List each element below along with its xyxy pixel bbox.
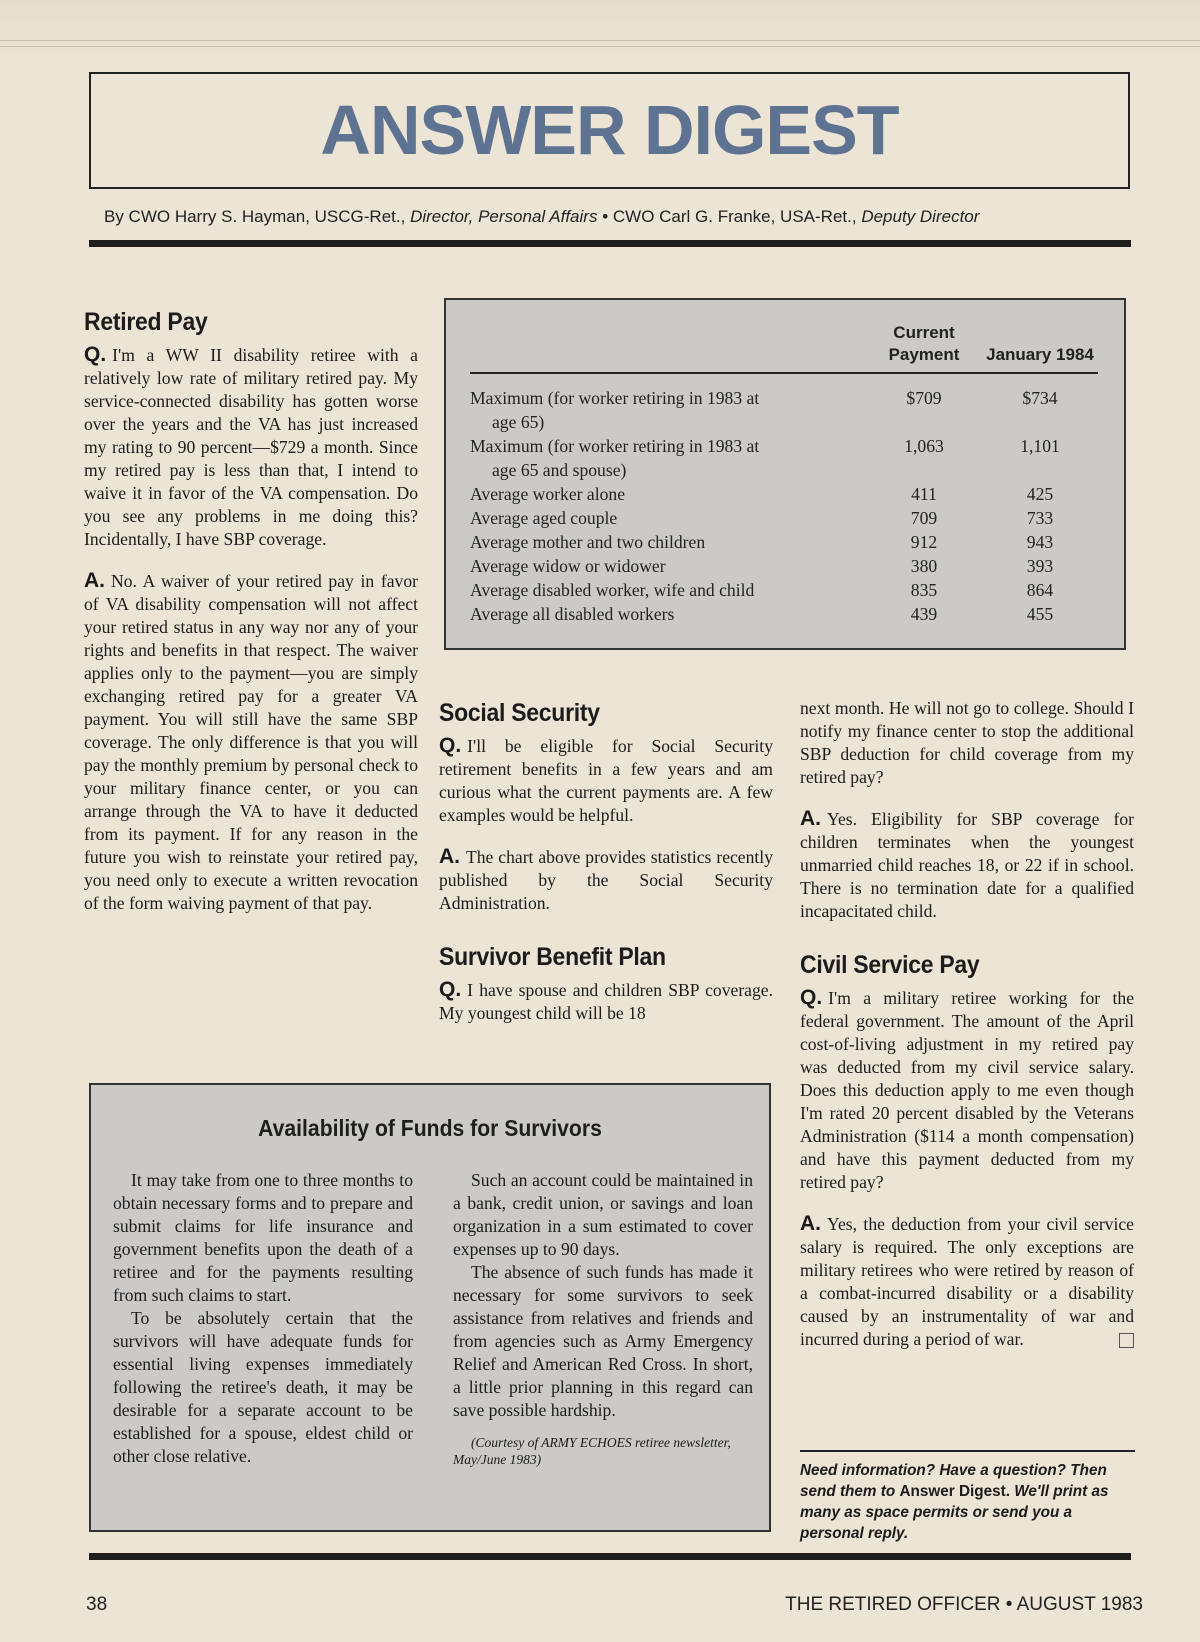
- funds-box-heading: Availability of Funds for Survivors: [258, 1115, 602, 1141]
- note-text-1: Need information? Have a question? Then send them to: [800, 1462, 1107, 1500]
- author-2: CWO Carl G. Franke, USA-Ret.,: [612, 207, 857, 226]
- credit-source: ARMY ECHOES: [541, 1435, 632, 1450]
- january-1984-cell: 943: [1026, 532, 1054, 552]
- row-label: [470, 482, 866, 506]
- table-row: [470, 373, 1098, 434]
- answer-marker: A.: [439, 845, 460, 868]
- top-band: [0, 0, 1200, 60]
- row-label-line: Maximum (for worker retiring in 1983 at: [470, 436, 760, 456]
- end-mark-icon: [1119, 1333, 1134, 1348]
- answer-text: The chart above provides statistics recently published by the Social Security Administration.: [439, 847, 773, 913]
- question-marker: Q.: [800, 986, 823, 1009]
- retired-pay-question: [84, 343, 418, 551]
- row-label-line: Average worker alone: [470, 484, 626, 504]
- funds-paragraph-4: The absence of such funds has made it necessary for some survivors to seek assistance from relatives and friends and from agencies such as Army Emergency Relief and American Red Cross. In short, a little prior planning in this regard can save possible hardship.: [453, 1262, 753, 1420]
- civil-service-question: [800, 986, 1134, 1194]
- footer-rule: [89, 1553, 1131, 1560]
- publication-footer: THE RETIRED OFFICER • AUGUST 1983: [785, 1594, 1143, 1615]
- survivor-benefit-answer: [800, 807, 1134, 923]
- row-label: [470, 578, 866, 602]
- title-box: [89, 72, 1130, 189]
- right-column: [800, 697, 1134, 1351]
- header-current-payment: Current Payment: [866, 322, 982, 373]
- question-marker: Q.: [84, 343, 107, 366]
- answer-marker: A.: [800, 807, 821, 830]
- row-label: [470, 506, 866, 530]
- funds-box-left-column: [113, 1169, 413, 1468]
- current-payment-cell: 439: [910, 604, 938, 624]
- row-label: [470, 602, 866, 626]
- social-security-answer: [439, 845, 773, 915]
- current-payment-cell: 411: [911, 484, 937, 504]
- funds-paragraph-2: To be absolutely certain that the survivors will have adequate funds for essential living expenses immediately following the retiree's death, it may be desirable for a separate account to be established for a spouse, eldest child or other close relative.: [113, 1308, 413, 1466]
- january-1984-cell: 393: [1026, 556, 1054, 576]
- survivor-benefit-heading: Survivor Benefit Plan: [439, 943, 666, 971]
- table-row: [470, 506, 1098, 530]
- table-row: [470, 602, 1098, 626]
- current-payment-cell: $709: [906, 388, 942, 408]
- january-1984-cell: 864: [1026, 580, 1054, 600]
- row-label-continuation: age 65): [492, 412, 545, 432]
- question-marker: Q.: [439, 734, 462, 757]
- january-1984-cell: 733: [1026, 508, 1054, 528]
- answer-marker: A.: [84, 569, 105, 592]
- civil-service-answer: [800, 1212, 1134, 1351]
- row-label-line: Average aged couple: [470, 508, 618, 528]
- civil-service-heading: Civil Service Pay: [800, 951, 980, 979]
- benefits-table-box: [444, 298, 1126, 650]
- current-payment-cell: 835: [910, 580, 938, 600]
- row-label-line: Average mother and two children: [470, 532, 706, 552]
- social-security-heading: Social Security: [439, 699, 600, 727]
- current-payment-cell: 1,063: [904, 436, 944, 456]
- header-rule: [89, 240, 1131, 247]
- retired-pay-section: [84, 308, 418, 915]
- row-label: [470, 373, 866, 434]
- middle-column: [439, 699, 773, 1025]
- row-label-line: Average all disabled workers: [470, 604, 675, 624]
- benefits-table: [470, 322, 1098, 626]
- funds-box-right-column: [453, 1169, 753, 1468]
- table-row: [470, 434, 1098, 482]
- page-title: ANSWER DIGEST: [320, 91, 899, 169]
- answer-marker: A.: [800, 1212, 821, 1235]
- funds-credit: [453, 1434, 753, 1468]
- author-2-role: Deputy Director: [861, 207, 980, 226]
- table-header-row: [470, 322, 1098, 373]
- table-header-blank: [470, 322, 866, 373]
- note-text-2: We'll print as many as space permits or send you a personal reply.: [800, 1483, 1109, 1542]
- note-name: Answer Digest.: [899, 1483, 1010, 1500]
- answer-text: No. A waiver of your retired pay in favor of VA disability compensation will not affect your retired status in any way nor any of your rights and benefits in that respect. The waiver applies only to the payment—you are simply exchanging retired pay for a greater VA payment. You will still have the same SBP coverage. The only difference is that you will pay the monthly premium by personal check to your military finance center, or you can arrange through the VA to have it deducted from its payment. If for any reason in the future you wish to reinstate your retired pay, you need only to execute a written revocation of the form waiving payment of that pay.: [84, 571, 418, 913]
- contact-note: [800, 1460, 1136, 1544]
- question-marker: Q.: [439, 978, 462, 1001]
- table-row: [470, 530, 1098, 554]
- funds-paragraph-1: It may take from one to three months to obtain necessary forms and to prepare and submit claims for life insurance and government benefits upon the death of a retiree and for the payments resulting from such claims to start.: [113, 1170, 413, 1305]
- row-label: [470, 554, 866, 578]
- survivor-benefit-question-end: next month. He will not go to college. Should I notify my finance center to stop the additional SBP deduction for child coverage from my retired pay?: [800, 698, 1134, 787]
- current-payment-cell: 709: [910, 508, 938, 528]
- byline: [104, 207, 1124, 227]
- question-text: I'll be eligible for Social Security retirement benefits in a few years and am curious what the current payments are. A few examples would be helpful.: [439, 736, 773, 825]
- answer-text: Yes. Eligibility for SBP coverage for children terminates when the youngest unmarried child reaches 18, or 22 if in school. There is no termination date for a qualified incapacitated child.: [800, 809, 1134, 921]
- table-row: [470, 482, 1098, 506]
- table-body: [470, 373, 1098, 626]
- author-1-role: Director, Personal Affairs: [410, 207, 598, 226]
- current-payment-cell: 912: [910, 532, 938, 552]
- row-label-line: Maximum (for worker retiring in 1983 at: [470, 388, 760, 408]
- page-number: 38: [86, 1594, 108, 1615]
- answer-text: Yes, the deduction from your civil service salary is required. The only exceptions are military retirees who were retired by reason of a combat-incurred disability or a disability caused by an instrumentality of war and incurred during a period of war.: [800, 1214, 1134, 1349]
- question-text: I have spouse and children SBP coverage. My youngest child will be 18: [439, 980, 773, 1023]
- table-row: [470, 554, 1098, 578]
- row-label-line: Average disabled worker, wife and child: [470, 580, 755, 600]
- question-text: I'm a WW II disability retiree with a relatively low rate of military retired pay. My service-connected disability has gotten worse over the years and the VA has just increased my rating to 90 percent—$729 a month. Since my retired pay is less than that, I intend to waive it in favor of the VA compensation. Do you see any problems in me doing this? Incidentally, I have SBP coverage.: [84, 345, 418, 549]
- january-1984-cell: 455: [1026, 604, 1054, 624]
- row-label-line: Average widow or widower: [470, 556, 666, 576]
- table-row: [470, 578, 1098, 602]
- retired-pay-answer: [84, 569, 418, 915]
- header-january-1984: January 1984: [982, 322, 1098, 373]
- byline-separator: •: [602, 207, 609, 226]
- january-1984-cell: 425: [1026, 484, 1054, 504]
- january-1984-cell: 1,101: [1020, 436, 1060, 456]
- retired-pay-heading: Retired Pay: [84, 308, 208, 336]
- funds-for-survivors-box: [89, 1083, 771, 1532]
- social-security-question: [439, 734, 773, 827]
- question-text: I'm a military retiree working for the federal government. The amount of the April cost-of-living adjustment in my retired pay was deducted from my civil service salary. Does this deduction apply to me even though I'm rated 20 percent disabled by the Veterans Administration ($114 a month compensation) and have this payment deducted from my retired pay?: [800, 988, 1134, 1192]
- current-payment-cell: 380: [910, 556, 938, 576]
- row-label: [470, 530, 866, 554]
- row-label-continuation: age 65 and spouse): [492, 460, 627, 480]
- survivor-benefit-question-start: [439, 978, 773, 1025]
- january-1984-cell: $734: [1022, 388, 1058, 408]
- funds-paragraph-3: Such an account could be maintained in a bank, credit union, or savings and loan organization in a sum estimated to cover expenses up to 90 days.: [453, 1170, 753, 1259]
- credit-prefix: (Courtesy of: [471, 1435, 539, 1450]
- row-label: [470, 434, 866, 482]
- author-1: By CWO Harry S. Hayman, USCG-Ret.,: [104, 207, 406, 226]
- credit-suffix: retiree newsletter, May/June 1983): [453, 1435, 731, 1467]
- note-rule: [800, 1450, 1135, 1452]
